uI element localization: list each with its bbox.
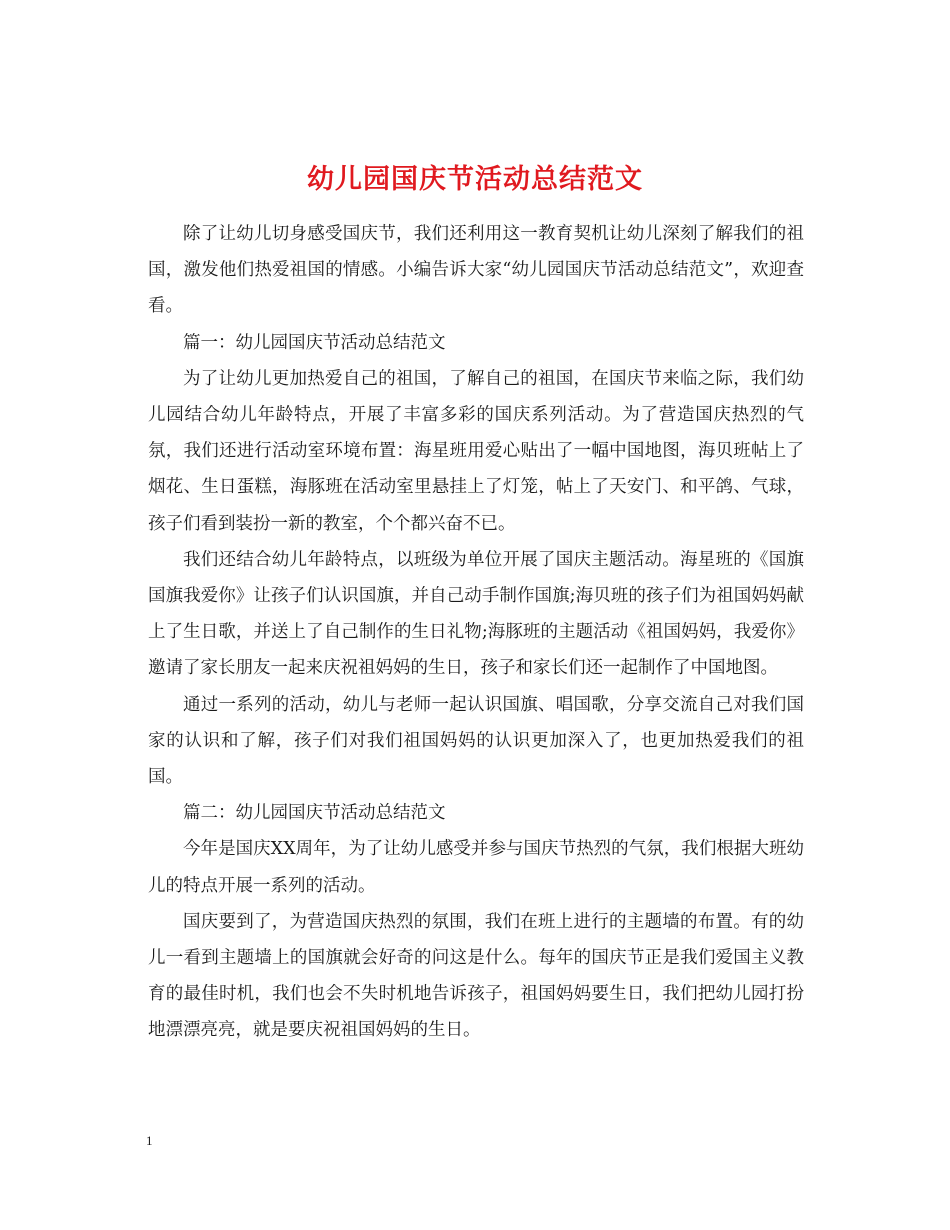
body-paragraph: 我们还结合幼儿年龄特点，以班级为单位开展了国庆主题活动。海星班的《国旗国旗我爱你》让孩子们认识国旗，并自己动手制作国旗;海贝班的孩子们为祖国妈妈献上了生日歌，并送上了自己制作的生日礼物;海豚班的主题活动《祖国妈妈，我爱你》邀请了家长朋友一起来庆祝祖妈妈的生日，孩子和家长们还一起制作了中国地图。 [148, 549, 804, 679]
body-paragraph: 通过一系列的活动，幼儿与老师一起认识国旗、唱国歌，分享交流自己对我们国家的认识和了解，孩子们对我们祖国妈妈的认识更加深入了，也更加热爱我们的祖国。 [148, 694, 804, 788]
body-paragraph: 今年是国庆XX周年，为了让幼儿感受并参与国庆节热烈的气氛，我们根据大班幼儿的特点开展一系列的活动。 [148, 839, 804, 896]
page-number: 1 [146, 1133, 153, 1148]
body-paragraph: 国庆要到了，为营造国庆热烈的氛围，我们在班上进行的主题墙的布置。有的幼儿一看到主题墙上的国旗就会好奇的问这是什么。每年的国庆节正是我们爱国主义教育的最佳时机，我们也会不失时机地告诉孩子，祖国妈妈要生日，我们把幼儿园打扮地漂漂亮亮，就是要庆祝祖国妈妈的生日。 [148, 911, 804, 1041]
section-heading-two: 篇二：幼儿园国庆节活动总结范文 [183, 803, 446, 824]
document-title: 幼儿园国庆节活动总结范文 [307, 164, 643, 196]
body-paragraph: 为了让幼儿更加热爱自己的祖国，了解自己的祖国，在国庆节来临之际，我们幼儿园结合幼儿年龄特点，开展了丰富多彩的国庆系列活动。为了营造国庆热烈的气氛，我们还进行活动室环境布置：海星班用爱心贴出了一幅中国地图，海贝班帖上了烟花、生日蛋糕，海豚班在活动室里悬挂上了灯笼，帖上了天安门、和平鸽、气球，孩子们看到装扮一新的教室，个个都兴奋不已。 [148, 368, 804, 534]
section-heading-one: 篇一：幼儿园国庆节活动总结范文 [183, 332, 446, 353]
intro-paragraph: 除了让幼儿切身感受国庆节，我们还利用这一教育契机让幼儿深刻了解我们的祖国，激发他们热爱祖国的情感。小编告诉大家“幼儿园国庆节活动总结范文”，欢迎查看。 [148, 224, 804, 317]
document-body [148, 216, 804, 1049]
